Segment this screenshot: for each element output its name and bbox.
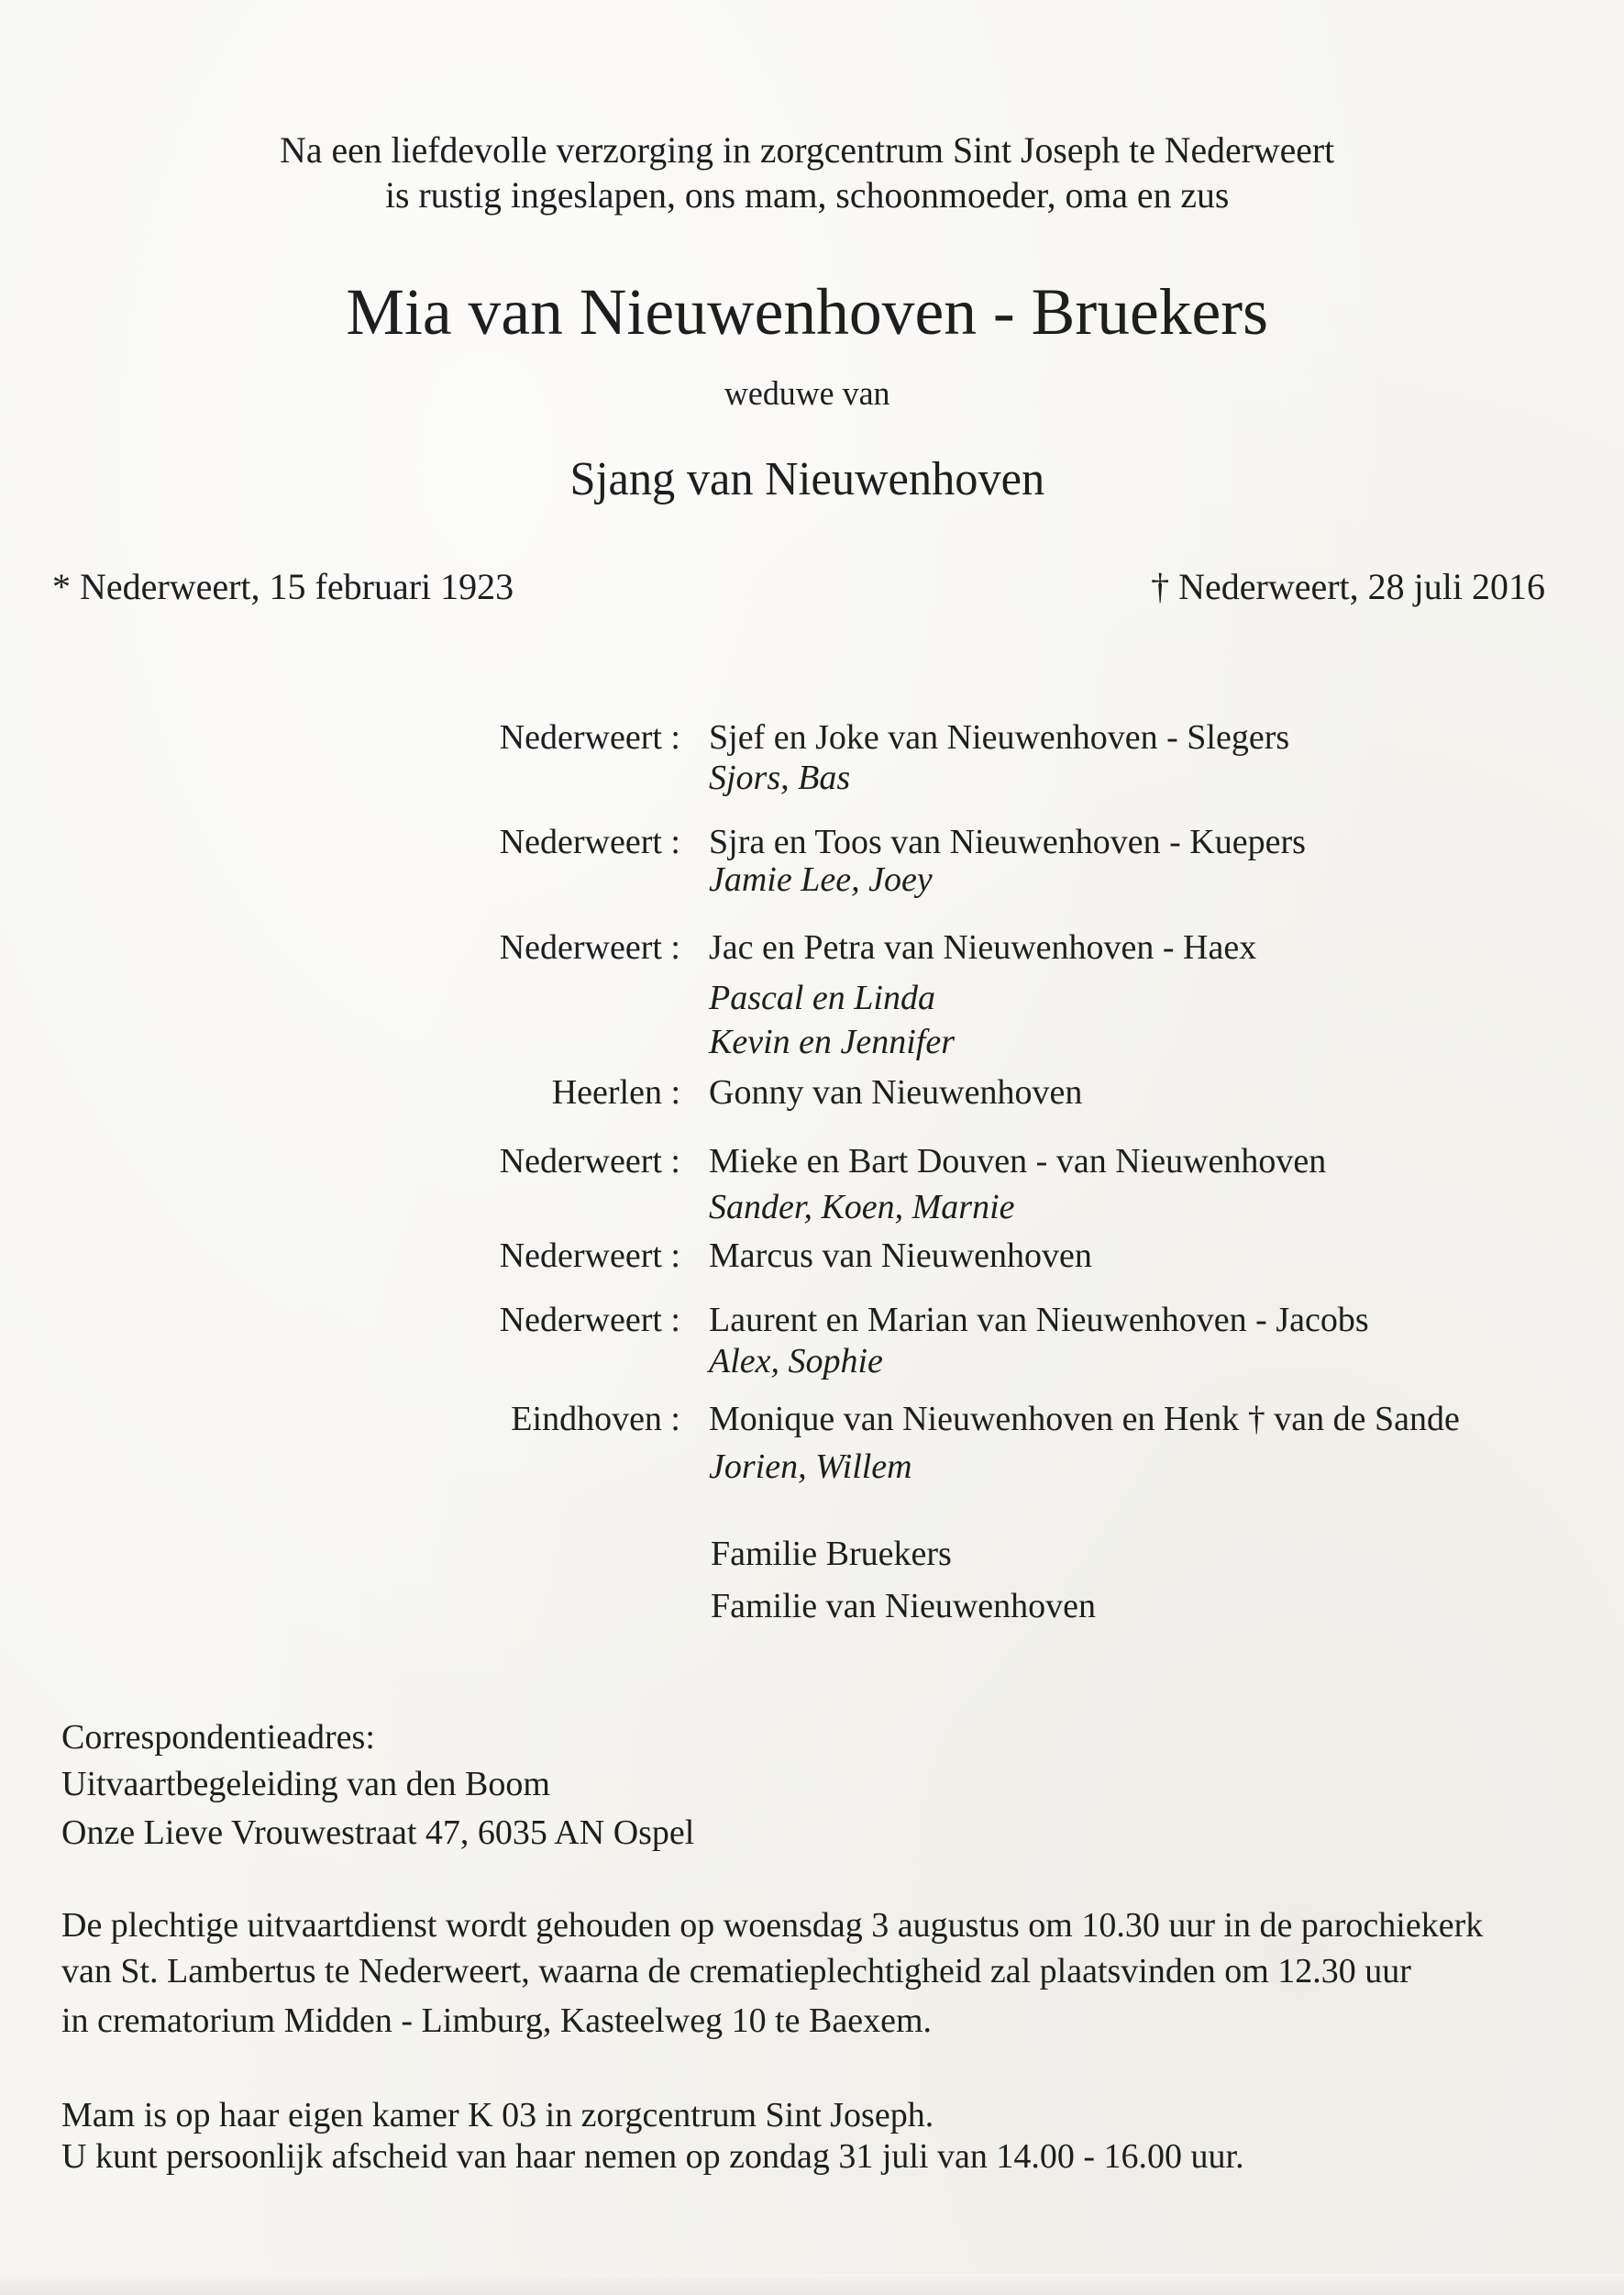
intro-line-2: is rustig ingeslapen, ons mam, schoonmoeder, oma en zus bbox=[384, 174, 1230, 216]
birth-line bbox=[52, 566, 514, 607]
family-names: Sjef en Joke van Nieuwenhoven - Slegers bbox=[709, 718, 1290, 757]
family-children: Pascal en Linda bbox=[709, 979, 935, 1017]
family-children: Sjors, Bas bbox=[709, 759, 851, 797]
family-names: Laurent en Marian van Nieuwenhoven - Jacobs bbox=[709, 1301, 1369, 1339]
family-place: Nederweert : bbox=[499, 928, 680, 967]
correspondence-heading: Correspondentieadres: bbox=[61, 1718, 375, 1757]
family-place: Nederweert : bbox=[499, 1236, 680, 1275]
birth-date: Nederweert, 15 februari 1923 bbox=[80, 566, 514, 607]
correspondence-address: Onze Lieve Vrouwestraat 47, 6035 AN Ospel bbox=[61, 1813, 695, 1852]
death-line bbox=[1151, 566, 1545, 607]
family-place: Eindhoven : bbox=[511, 1400, 680, 1438]
death-date: Nederweert, 28 juli 2016 bbox=[1178, 566, 1545, 607]
family-place: Nederweert : bbox=[499, 1301, 680, 1339]
service-line-3: in crematorium Midden - Limburg, Kasteelweg 10 te Baexem. bbox=[61, 2001, 933, 2040]
spouse-name: Sjang van Nieuwenhoven bbox=[569, 453, 1045, 505]
scan-bottom-edge bbox=[0, 2273, 1624, 2295]
visitation-line-2: U kunt persoonlijk afscheid van haar nemen op zondag 31 juli van 14.00 - 16.00 uur. bbox=[61, 2137, 1244, 2176]
family-place: Nederweert : bbox=[499, 718, 680, 757]
correspondence-company: Uitvaartbegeleiding van den Boom bbox=[61, 1765, 550, 1803]
service-line-1: De plechtige uitvaartdienst wordt gehouden op woensdag 3 augustus om 10.30 uur in de parochiekerk bbox=[61, 1906, 1484, 1945]
family-children: Sander, Koen, Marnie bbox=[709, 1188, 1015, 1226]
family-children: Kevin en Jennifer bbox=[709, 1023, 956, 1061]
deceased-name: Mia van Nieuwenhoven - Bruekers bbox=[346, 275, 1268, 349]
family-van-nieuwenhoven: Familie van Nieuwenhoven bbox=[711, 1587, 1097, 1625]
family-children: Jorien, Willem bbox=[709, 1447, 912, 1486]
family-children: Alex, Sophie bbox=[709, 1342, 883, 1380]
family-names: Monique van Nieuwenhoven en Henk † van de Sande bbox=[709, 1400, 1460, 1438]
birth-asterisk-icon: * bbox=[52, 566, 71, 607]
family-names: Mieke en Bart Douven - van Nieuwenhoven bbox=[709, 1142, 1327, 1181]
family-place: Nederweert : bbox=[499, 823, 680, 861]
visitation-line-1: Mam is op haar eigen kamer K 03 in zorgcentrum Sint Joseph. bbox=[61, 2096, 934, 2134]
family-children: Jamie Lee, Joey bbox=[709, 860, 933, 899]
intro-line-1: Na een liefdevolle verzorging in zorgcentrum Sint Joseph te Nederweert bbox=[280, 129, 1335, 171]
family-names: Gonny van Nieuwenhoven bbox=[709, 1073, 1083, 1112]
family-bruekers: Familie Bruekers bbox=[711, 1535, 952, 1573]
family-names: Marcus van Nieuwenhoven bbox=[709, 1236, 1092, 1275]
service-line-2: van St. Lambertus te Nederweert, waarna de crematieplechtigheid zal plaatsvinden om 12.30 uur bbox=[61, 1952, 1411, 1990]
family-place: Nederweert : bbox=[499, 1142, 680, 1181]
death-cross-icon: † bbox=[1151, 566, 1170, 607]
family-names: Sjra en Toos van Nieuwenhoven - Kuepers bbox=[709, 823, 1306, 861]
relation-text: weduwe van bbox=[724, 375, 890, 413]
family-names: Jac en Petra van Nieuwenhoven - Haex bbox=[709, 928, 1257, 967]
family-place: Heerlen : bbox=[551, 1073, 680, 1112]
